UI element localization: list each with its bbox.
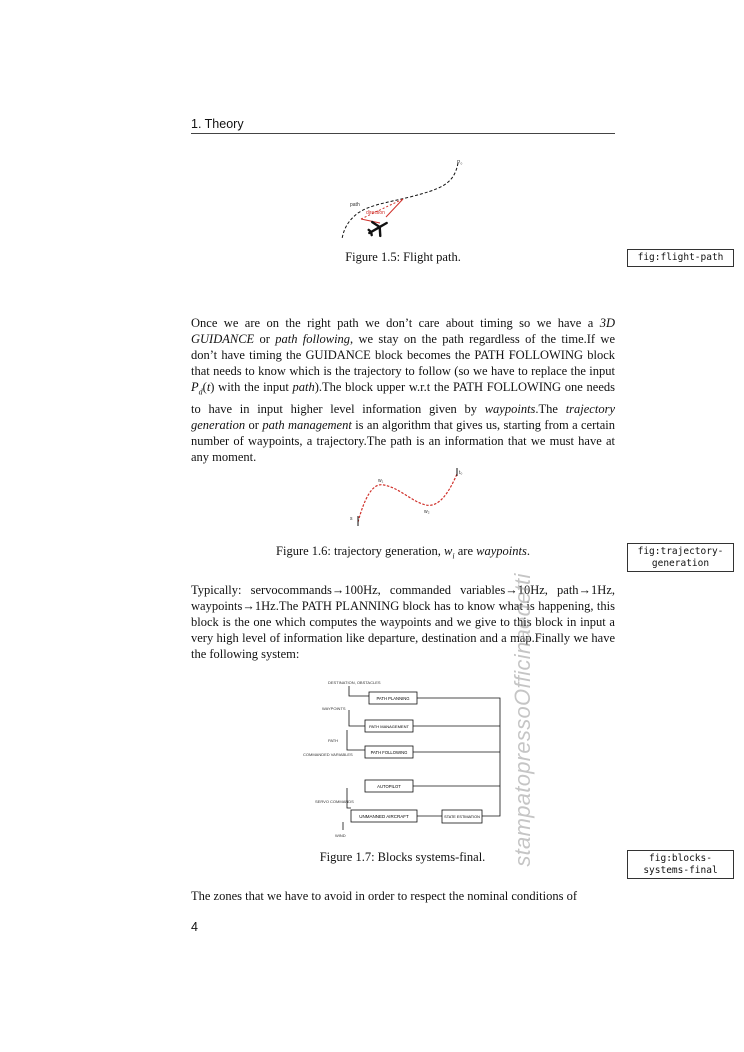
blocks-servo-label: SERVO COMMANDS	[315, 799, 354, 804]
block-path-management	[365, 720, 413, 732]
paragraph-1-segment: , we stay on the path regardless of the time.If we don’t have timing the GUIDANCE block becomes the PATH FOLLOWING block that needs to know which is the trajectory to follow (so we have to replace the input	[191, 332, 615, 379]
svg-text:UNMANNED AIRCRAFT: UNMANNED AIRCRAFT	[359, 814, 409, 819]
svg-text:PATH MANAGEMENT: PATH MANAGEMENT	[369, 724, 409, 729]
block-path-planning	[369, 692, 417, 704]
blocks-waypoints-label: WAYPOINTS	[322, 706, 346, 711]
blocks-top-input-label: DESTINATION, OBSTACLES	[328, 680, 381, 685]
svg-text:PATH FOLLOWING: PATH FOLLOWING	[370, 750, 408, 755]
watermark-text: stampatopressoOfficinaedetti	[510, 573, 535, 867]
paragraph-1-segment: (	[202, 380, 207, 395]
block-uav	[351, 810, 417, 822]
trajectory-label-box: fig:trajectory-generation	[627, 543, 734, 572]
flight-path-caption: Figure 1.5: Flight path.	[345, 250, 461, 264]
trajectory-caption-sub: i	[452, 551, 455, 561]
paragraph-1-segment: t	[206, 380, 211, 395]
flight-path-target-label: P₀	[457, 160, 463, 166]
trajectory-caption-var: w	[444, 544, 453, 558]
svg-text:AUTOPILOT: AUTOPILOT	[377, 784, 401, 789]
paragraph-1-segment: .The	[535, 401, 566, 416]
blocks-path-label: PATH	[328, 738, 339, 743]
flight-path-figure	[330, 155, 480, 245]
flight-path-curve	[342, 163, 458, 239]
svg-text:PATH PLANNING: PATH PLANNING	[376, 696, 410, 701]
blocks-wind-label: WIND	[335, 833, 346, 838]
paragraph-3: The zones that we have to avoid in order to respect the nominal conditions of	[191, 889, 577, 903]
paragraph-1	[191, 315, 615, 465]
trajectory-caption-mid: are	[454, 544, 477, 558]
paragraph-1-segment: path management	[262, 418, 352, 433]
paragraph-1-segment: path following	[275, 332, 351, 347]
trajectory-w1-label: w₁	[378, 478, 384, 484]
flight-path-direction-label: direction	[366, 210, 385, 216]
paragraph-1-segment: ) with the input	[210, 380, 293, 395]
block-state-estimation	[442, 810, 482, 823]
blocks-commanded-label: COMMANDED VARIABLES	[303, 752, 353, 757]
trajectory-end-label: t₀	[459, 470, 463, 476]
blocks-figure	[295, 670, 510, 842]
paragraph-1-segment: waypoints	[484, 401, 536, 416]
trajectory-caption-em: waypoints	[476, 544, 527, 558]
paragraph-1-segment: is an algorithm that gives us, starting from a certain number of waypoints, a trajectory.The path is an information that we must have at any moment.	[191, 418, 616, 465]
paragraph-1-segment: path	[292, 380, 315, 395]
trajectory-caption-prefix: Figure 1.6: trajectory generation,	[276, 544, 445, 558]
flight-path-target-vector	[361, 199, 403, 219]
page-number: 4	[191, 920, 198, 934]
flight-path-direction-vector	[361, 219, 380, 223]
paragraph-1-segment: 3D GUIDANCE	[191, 316, 615, 347]
paragraph-1-segment: or	[254, 332, 276, 347]
blocks-caption: Figure 1.7: Blocks systems-final.	[319, 850, 486, 864]
paragraph-2: Typically: servocommands→100Hz, commanded variables→10Hz, path→1Hz, waypoints→1Hz.The PATH PLANNING block has to know what is happening, this block is the one which computes the waypoints and we give to this block in input a very high level of information like departure, destination and a map.Finally we have the following system:	[191, 583, 615, 662]
trajectory-w2-label: w₂	[424, 509, 430, 515]
paragraph-1-segment: Once we are on the right path we don’t care about timing so we have a	[191, 316, 600, 330]
paragraph-1-segment: d	[198, 387, 203, 397]
paragraph-1-segment: P	[191, 380, 199, 395]
header-rule	[191, 133, 615, 134]
paragraph-1-segment: trajectory generation	[191, 401, 615, 433]
flight-path-path-label: path	[350, 202, 360, 208]
block-autopilot	[365, 780, 413, 792]
svg-text:STATE ESTIMATION: STATE ESTIMATION	[444, 815, 480, 819]
trajectory-start-label: s	[350, 516, 353, 522]
trajectory-curve	[358, 474, 457, 522]
trajectory-figure	[340, 460, 470, 530]
trajectory-caption-end: .	[526, 544, 530, 558]
watermark	[508, 520, 538, 920]
paragraph-1-segment: ).The block upper w.r.t the PATH FOLLOWING one needs to have in input higher level information given by	[191, 380, 616, 416]
flight-path-label-box: fig:flight-path	[627, 249, 734, 267]
block-path-following	[365, 746, 413, 758]
airplane-icon	[365, 216, 390, 240]
paragraph-1-segment: or	[245, 418, 263, 433]
chapter-header: 1. Theory	[191, 117, 244, 131]
blocks-label-box: fig:blocks-systems-final	[627, 850, 734, 879]
